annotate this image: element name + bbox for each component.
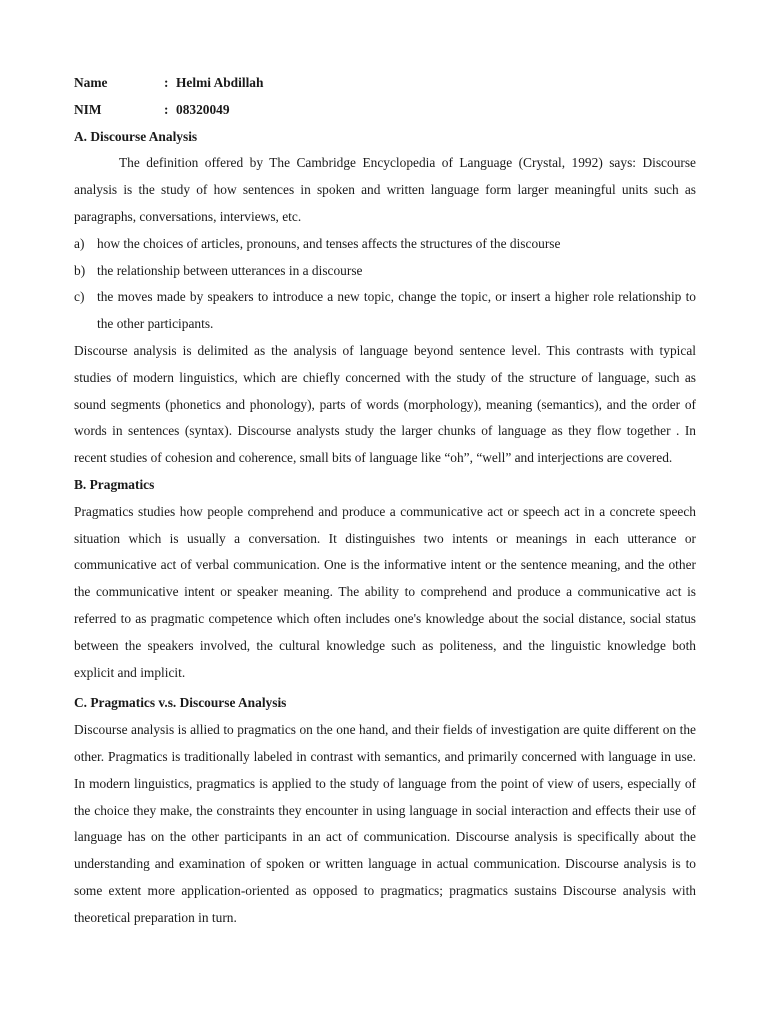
list-marker: b) (74, 262, 86, 278)
list-marker: a) (74, 235, 85, 251)
section-a-body: Discourse analysis is delimited as the analysis of language beyond sentence level. This contrasts with typical studies of modern linguistics, which are chiefly concerned with the study of the structure of language, such as sound segments (phonetics and phonology), parts of words (morphology), meaning (semantics), and the order of words in sentences (syntax). Discourse analysts study the larger chunks of language as they flow together . In recent studies of cohesion and coherence, small bits of language like “oh”, “well” and interjections are covered. (74, 342, 696, 466)
nim-separator: : (164, 101, 169, 117)
section-b-body: Pragmatics studies how people comprehend and produce a communicative act or speech act in a concrete speech situation which is usually a conversation. It distinguishes two intents or meanings in each utterance or communicative act of verbal communication. One is the informative intent or the sentence meaning, and the other the communicative intent or speaker meaning. The ability to comprehend and produce a communicative act is referred to as pragmatic competence which often includes one's knowledge about the social distance, social status between the speakers involved, the cultural knowledge such as politeness, and the linguistic knowledge both explicit and implicit. (74, 503, 696, 680)
section-a-list (74, 231, 696, 338)
document-page (74, 70, 696, 932)
nim-label: NIM (74, 101, 102, 117)
list-item-text: how the choices of articles, pronouns, and tenses affects the structures of the discourse (97, 235, 561, 251)
list-item (74, 258, 696, 285)
section-c-heading: C. Pragmatics v.s. Discourse Analysis (74, 695, 287, 711)
section-b-heading: B. Pragmatics (74, 476, 155, 492)
list-item-text: the relationship between utterances in a discourse (97, 262, 363, 278)
nim-row (74, 97, 696, 124)
list-item (74, 231, 696, 258)
list-item-text: the moves made by speakers to introduce a new topic, change the topic, or insert a higher role relationship to the other participants. (97, 289, 696, 332)
list-marker: c) (74, 289, 85, 305)
list-item (74, 284, 696, 338)
section-a-heading: A. Discourse Analysis (74, 128, 198, 144)
section-c-body: Discourse analysis is allied to pragmatics on the one hand, and their fields of investigation are quite different on the other. Pragmatics is traditionally labeled in contrast with semantics, and primarily concerned with language in use. In modern linguistics, pragmatics is applied to the study of language from the point of view of users, especially of the choice they make, the constraints they encounter in using language in social interaction and effects their use of language has on the other participants in an act of communication. Discourse analysis is specifically about the understanding and examination of spoken or written language in actual communication. Discourse analysis is to some extent more application-oriented as opposed to pragmatics; pragmatics sustains Discourse analysis with theoretical preparation in turn. (74, 722, 696, 925)
name-label: Name (74, 75, 108, 90)
nim-value: 08320049 (176, 101, 230, 117)
name-value: Helmi Abdillah (176, 75, 264, 90)
name-row (74, 70, 696, 97)
name-separator: : (164, 75, 169, 90)
section-a-intro: The definition offered by The Cambridge Encyclopedia of Language (Crystal, 1992) says: Discourse analysis is the study of how sentences in spoken and written language form larger meaningful units such as paragraphs, conversations, interviews, etc. (74, 155, 696, 224)
